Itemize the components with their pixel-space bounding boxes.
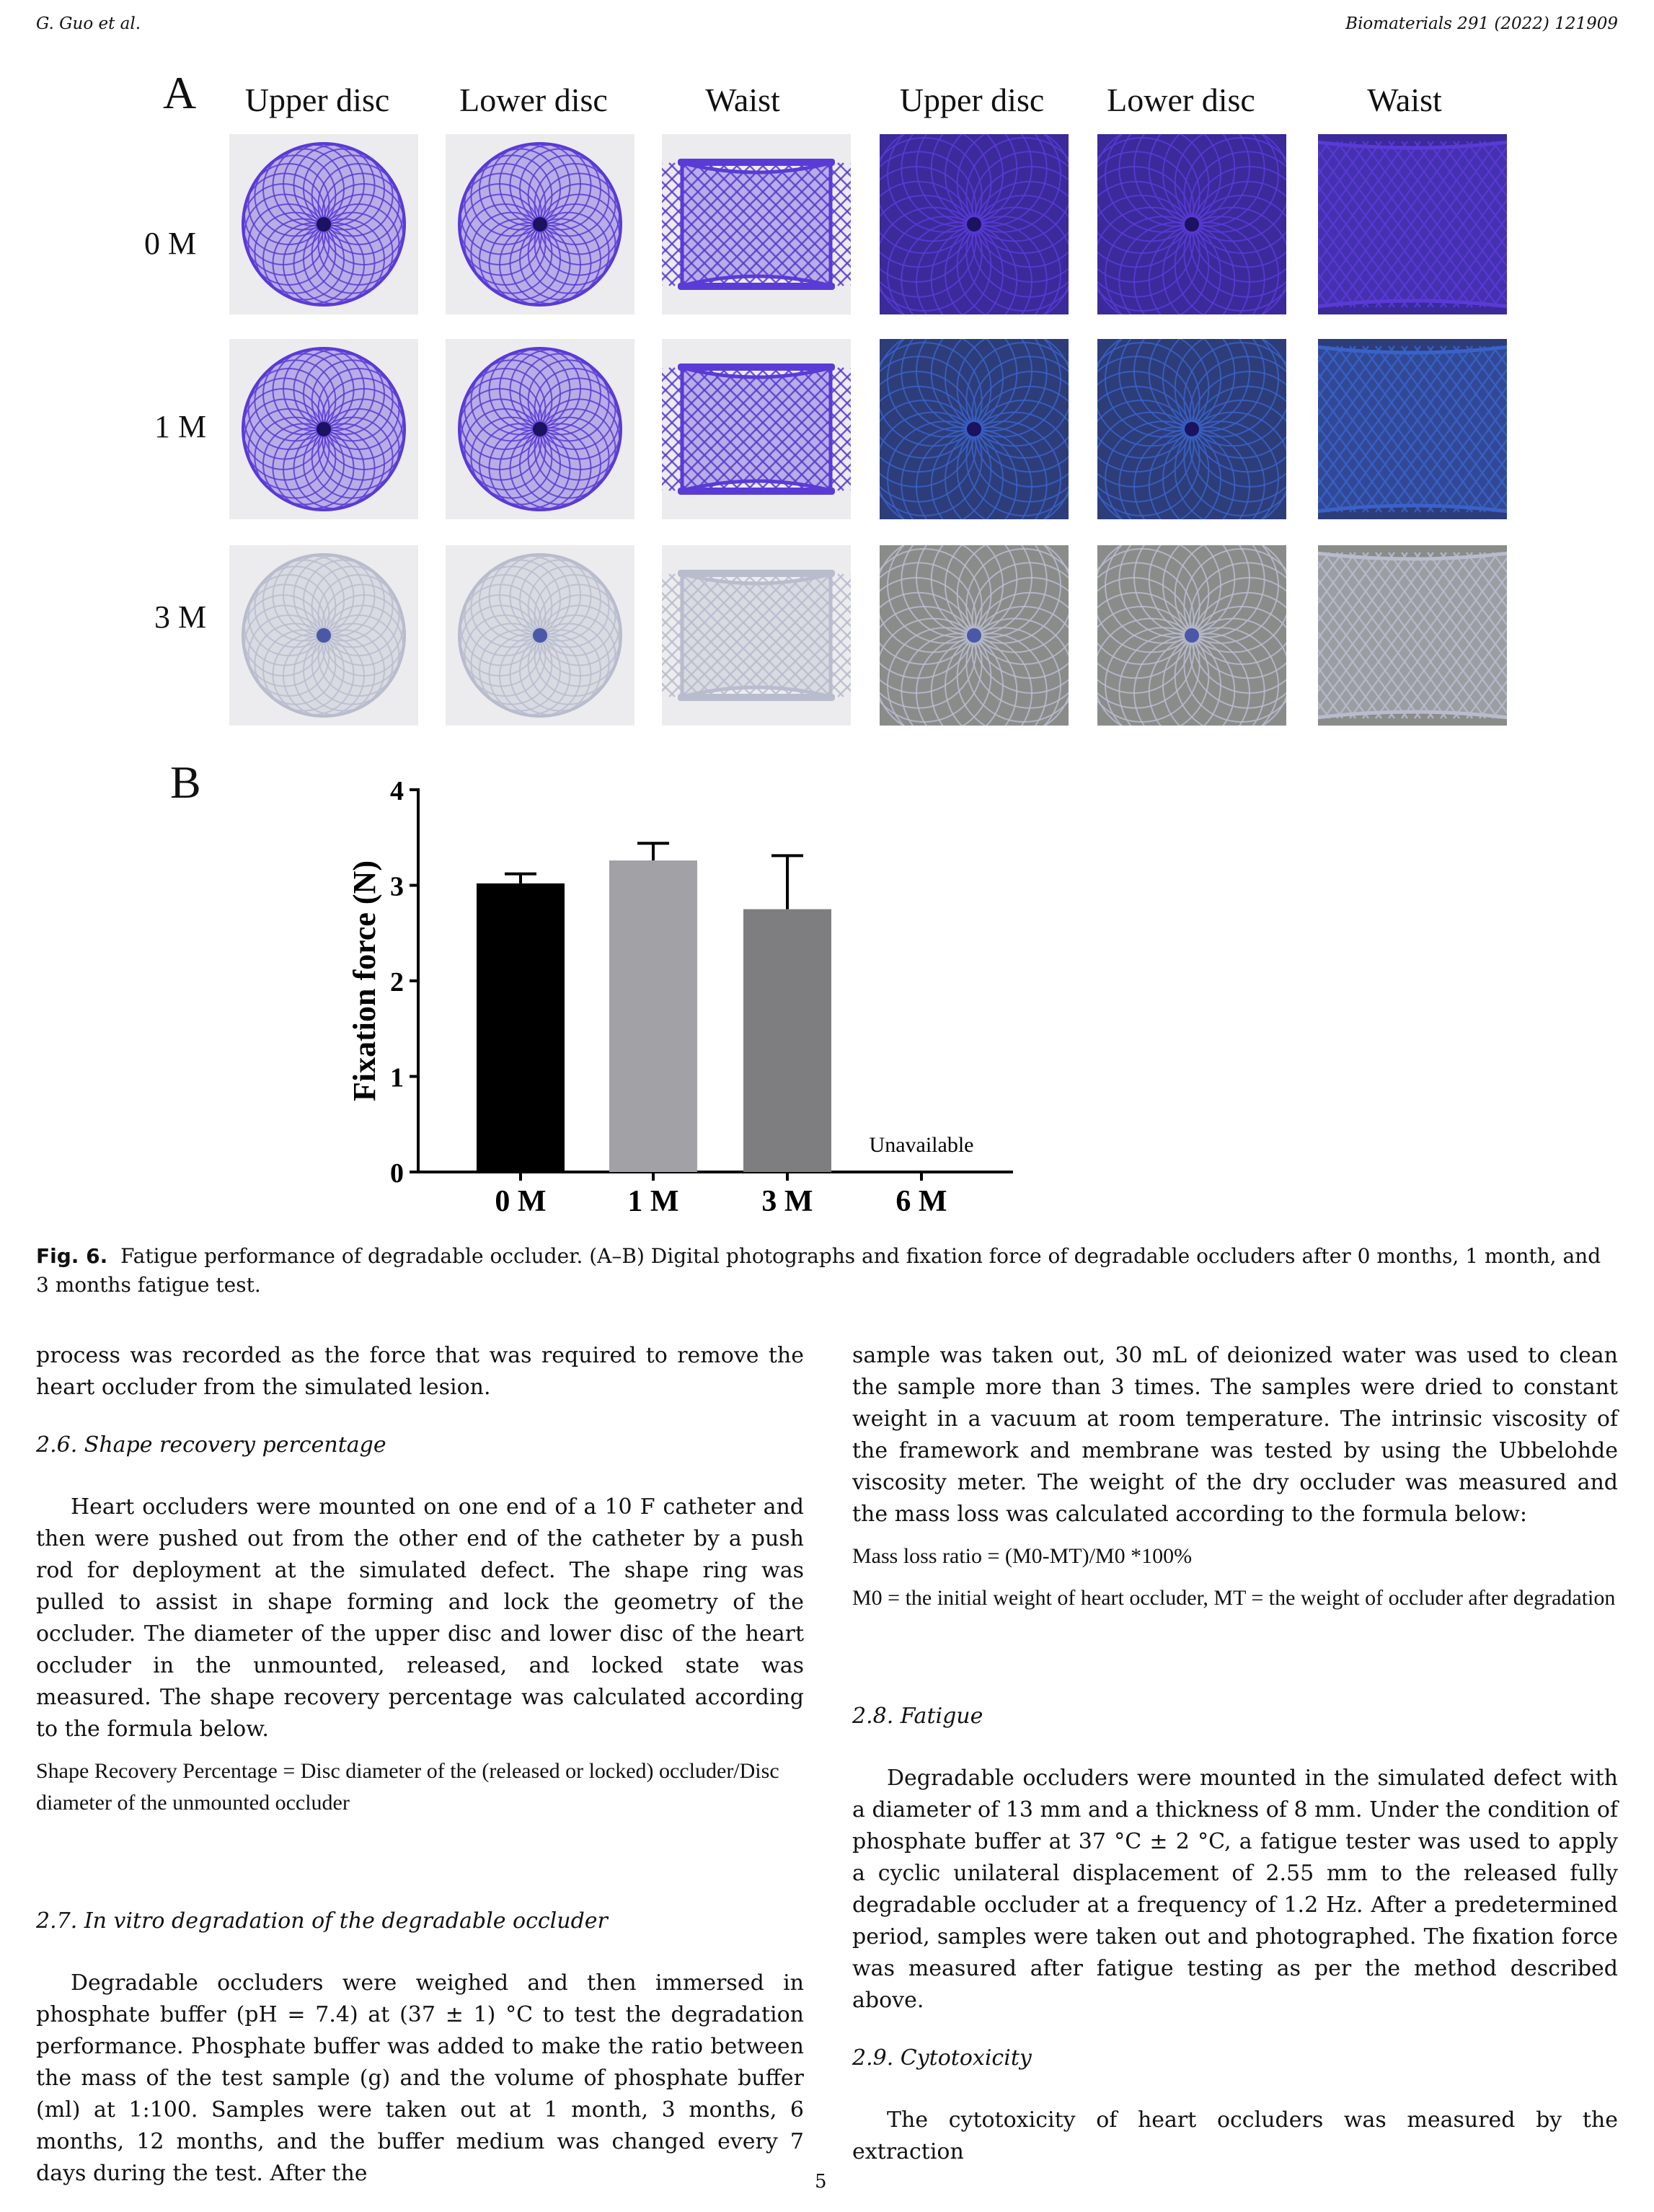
section-2-9-title: 2.9. Cytotoxicity [852, 2045, 1032, 2071]
y-tick-label-3: 3 [390, 871, 404, 902]
photo-waist-closeup-0m [1318, 134, 1507, 314]
mass-loss-definitions: M0 = the initial weight of heart occluder, MT = the weight of occluder after degradation [852, 1586, 1616, 1610]
photo-upper-disc-3m [229, 545, 418, 726]
figure-caption [36, 1242, 1618, 1300]
photo-waist-0m [662, 134, 851, 314]
photo-upper-disc-closeup-1m [880, 339, 1069, 519]
mass-loss-formula: Mass loss ratio = (M0-MT)/M0 *100% [852, 1544, 1193, 1568]
right-column [852, 1340, 1618, 2168]
section-2-6-title: 2.6. Shape recovery percentage [36, 1432, 386, 1458]
panel-a-label: A [163, 67, 197, 118]
photo-waist-1m [662, 339, 851, 519]
photo-upper-disc-closeup-0m [880, 134, 1069, 314]
y-tick-label-4: 4 [390, 776, 404, 806]
fatigue-paragraph: Degradable occluders were mounted in the simulated defect with a diameter of 13 mm and a thickness of 8 mm. Under the condition of phosphate buffer at 37 °C ± 2 °C, a fatigue tester was used to apply a cyclic unilateral displacement of 2.55 mm to the released fully degradable occluder at a frequency of 1.2 Hz. After a predetermined period, samples were taken out and photographed. The fixation force was measured after fatigue testing as per the method described above. [852, 1766, 1618, 2013]
col-header-waist-1: Waist [705, 81, 780, 118]
photo-waist-3m [662, 545, 851, 726]
y-tick-label-0: 0 [390, 1158, 404, 1189]
shape-recovery-paragraph: Heart occluders were mounted on one end of a 10 F catheter and then were pushed out from the other end of the catheter by a push rod for deployment at the simulated defect. The shape ring was pulled to assist in shape forming and lock the geometry of the occluder. The diameter of the upper disc and lower disc of the heart occluder in the unmounted, released, and locked state was measured. The shape recovery percentage was calculated according to the formula below. [36, 1494, 804, 1742]
photo-lower-disc-closeup-1m [1097, 339, 1286, 519]
running-head-journal: Biomaterials 291 (2022) 121909 [1345, 14, 1618, 33]
paragraph-continued: process was recorded as the force that was required to remove the heart occluder from the simulated lesion. [36, 1343, 804, 1400]
col-header-lower-disc-2: Lower disc [1107, 81, 1255, 118]
section-2-8-title: 2.8. Fatigue [852, 1704, 983, 1729]
col-header-upper-disc-2: Upper disc [899, 81, 1045, 118]
cytotoxicity-paragraph: The cytotoxicity of heart occluders was measured by the extraction [852, 2107, 1618, 2164]
section-2-7-title: 2.7. In vitro degradation of the degradable occluder [36, 1908, 608, 1934]
photo-upper-disc-1m [229, 339, 418, 519]
x-tick-label-3m: 3 M [761, 1185, 813, 1218]
photo-lower-disc-closeup-3m [1097, 545, 1286, 726]
photo-waist-closeup-3m [1318, 545, 1507, 726]
row-header-1m: 1 M [154, 409, 207, 444]
col-header-upper-disc-1: Upper disc [244, 81, 390, 118]
photo-waist-closeup-1m [1318, 339, 1507, 519]
photo-lower-disc-3m [446, 545, 634, 726]
degradation-paragraph: Degradable occluders were weighed and then immersed in phosphate buffer (pH = 7.4) at (37 ± 1) °C to test the degradation performance. Phosphate buffer was added to make the ratio between the mass of the test sample (g) and the volume of phosphate buffer (ml) at 1:100. Samples were taken out at 1 month, 3 months, 6 months, 12 months, and the buffer medium was changed every 7 days during the test. After the [36, 1970, 804, 2186]
annotation-unavailable: Unavailable [869, 1133, 974, 1157]
shape-recovery-formula: Shape Recovery Percentage = Disc diameter of the (released or locked) occluder/Disc diameter of the unmounted occluder [36, 1759, 779, 1815]
y-axis-title: Fixation force (N) [347, 860, 382, 1101]
bar-3m [743, 909, 831, 1172]
bar-0m [477, 884, 565, 1172]
photo-lower-disc-1m [446, 339, 634, 519]
x-tick-label-0m: 0 M [495, 1185, 547, 1218]
photo-upper-disc-0m [229, 134, 418, 314]
col-header-lower-disc-1: Lower disc [459, 81, 608, 118]
caption-text: Fatigue performance of degradable occluder. (A–B) Digital photographs and fixation force of degradable occluders after 0 months, 1 month, and 3 months fatigue test. [36, 1244, 1601, 1297]
col-header-waist-2: Waist [1367, 81, 1442, 118]
bar-1m [609, 860, 697, 1172]
photo-upper-disc-closeup-3m [880, 545, 1069, 726]
row-header-0m: 0 M [144, 226, 197, 261]
left-column [36, 1340, 804, 2190]
y-tick-label-2: 2 [390, 967, 404, 997]
photo-lower-disc-closeup-0m [1097, 134, 1286, 314]
caption-label: Fig. 6. [36, 1244, 108, 1268]
running-head-authors: G. Guo et al. [36, 14, 141, 33]
x-tick-label-6m: 6 M [895, 1185, 947, 1218]
photo-lower-disc-0m [446, 134, 634, 314]
paragraph-continued-right: sample was taken out, 30 mL of deionized water was used to clean the sample more than 3 times. The samples were dried to constant weight in a vacuum at room temperature. The intrinsic viscosity of the framework and membrane was tested by using the Ubbelohde viscosity meter. The weight of the dry occluder was measured and the mass loss was calculated according to the formula below: [852, 1343, 1618, 1527]
page-number: 5 [815, 2171, 827, 2193]
row-header-3m: 3 M [154, 599, 207, 635]
panel-b-label: B [170, 757, 201, 808]
y-tick-label-1: 1 [390, 1062, 404, 1093]
fixation-force-chart [346, 775, 1038, 1230]
x-tick-label-1m: 1 M [627, 1185, 679, 1218]
